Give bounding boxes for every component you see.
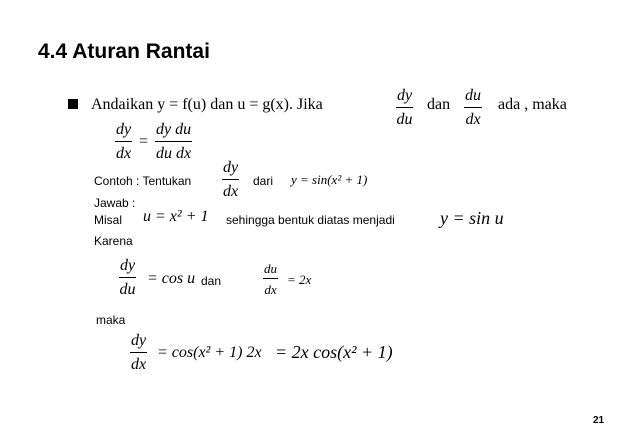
fraction-denominator: du <box>396 111 413 128</box>
fraction-denominator: du <box>119 281 136 298</box>
misal-label: Misal <box>94 213 123 227</box>
dari-text: dari <box>253 174 274 188</box>
substitution-expression: u = x² + 1 <box>143 208 209 225</box>
function-expression: y = sin(x² + 1) <box>291 172 368 187</box>
fraction-denominator: dx <box>264 282 277 297</box>
slide-title: 4.4 Aturan Rantai <box>38 40 210 63</box>
result-expression: y = sin u <box>440 208 504 228</box>
fraction-dy-du <box>396 88 413 128</box>
jawab-label: Jawab : <box>94 196 136 210</box>
contoh-label: Contoh : Tentukan <box>94 174 192 188</box>
final-expression-2: = 2x cos(x² + 1) <box>275 342 393 362</box>
chain-rule-rhs <box>155 122 192 162</box>
final-expression-1: = cos(x² + 1) 2x <box>157 344 262 361</box>
fraction-numerator: dy du <box>155 122 192 142</box>
fraction-numerator: dy <box>396 88 413 108</box>
chain-rule-lhs <box>115 122 132 162</box>
intro-text: Andaikan y = f(u) dan u = g(x). Jika <box>91 96 323 113</box>
fraction-denominator: dx <box>223 183 239 200</box>
fraction-numerator: dy <box>115 122 132 142</box>
fraction-denominator: dx <box>116 145 132 162</box>
fraction-dy-du <box>119 258 136 298</box>
fraction-denominator: dx <box>465 111 481 128</box>
fraction-numerator: du <box>263 262 278 279</box>
page-number: 21 <box>593 415 605 426</box>
fraction-numerator: du <box>464 88 482 108</box>
fraction-du-dx <box>263 262 278 296</box>
dan-text: dan <box>427 96 451 113</box>
fraction-numerator: dy <box>119 258 136 278</box>
fraction-numerator: dy <box>130 333 147 353</box>
two-x-expression: = 2x <box>287 272 312 287</box>
ada-maka-text: ada , maka <box>498 96 567 113</box>
sehingga-text: sehingga bentuk diatas menjadi <box>226 213 395 227</box>
fraction-du-dx <box>464 88 482 128</box>
fraction-denominator: du dx <box>156 145 192 162</box>
fraction-denominator: dx <box>131 356 147 373</box>
fraction-dy-dx-final <box>130 333 147 373</box>
fraction-dy-dx <box>222 160 239 200</box>
dan-text: dan <box>201 274 222 288</box>
cos-u-expression: = cos u <box>147 270 196 287</box>
fraction-numerator: dy <box>222 160 239 180</box>
equals-sign: = <box>139 133 149 150</box>
karena-label: Karena <box>94 234 133 248</box>
maka-label: maka <box>96 313 126 327</box>
bullet-square-icon <box>68 99 78 109</box>
